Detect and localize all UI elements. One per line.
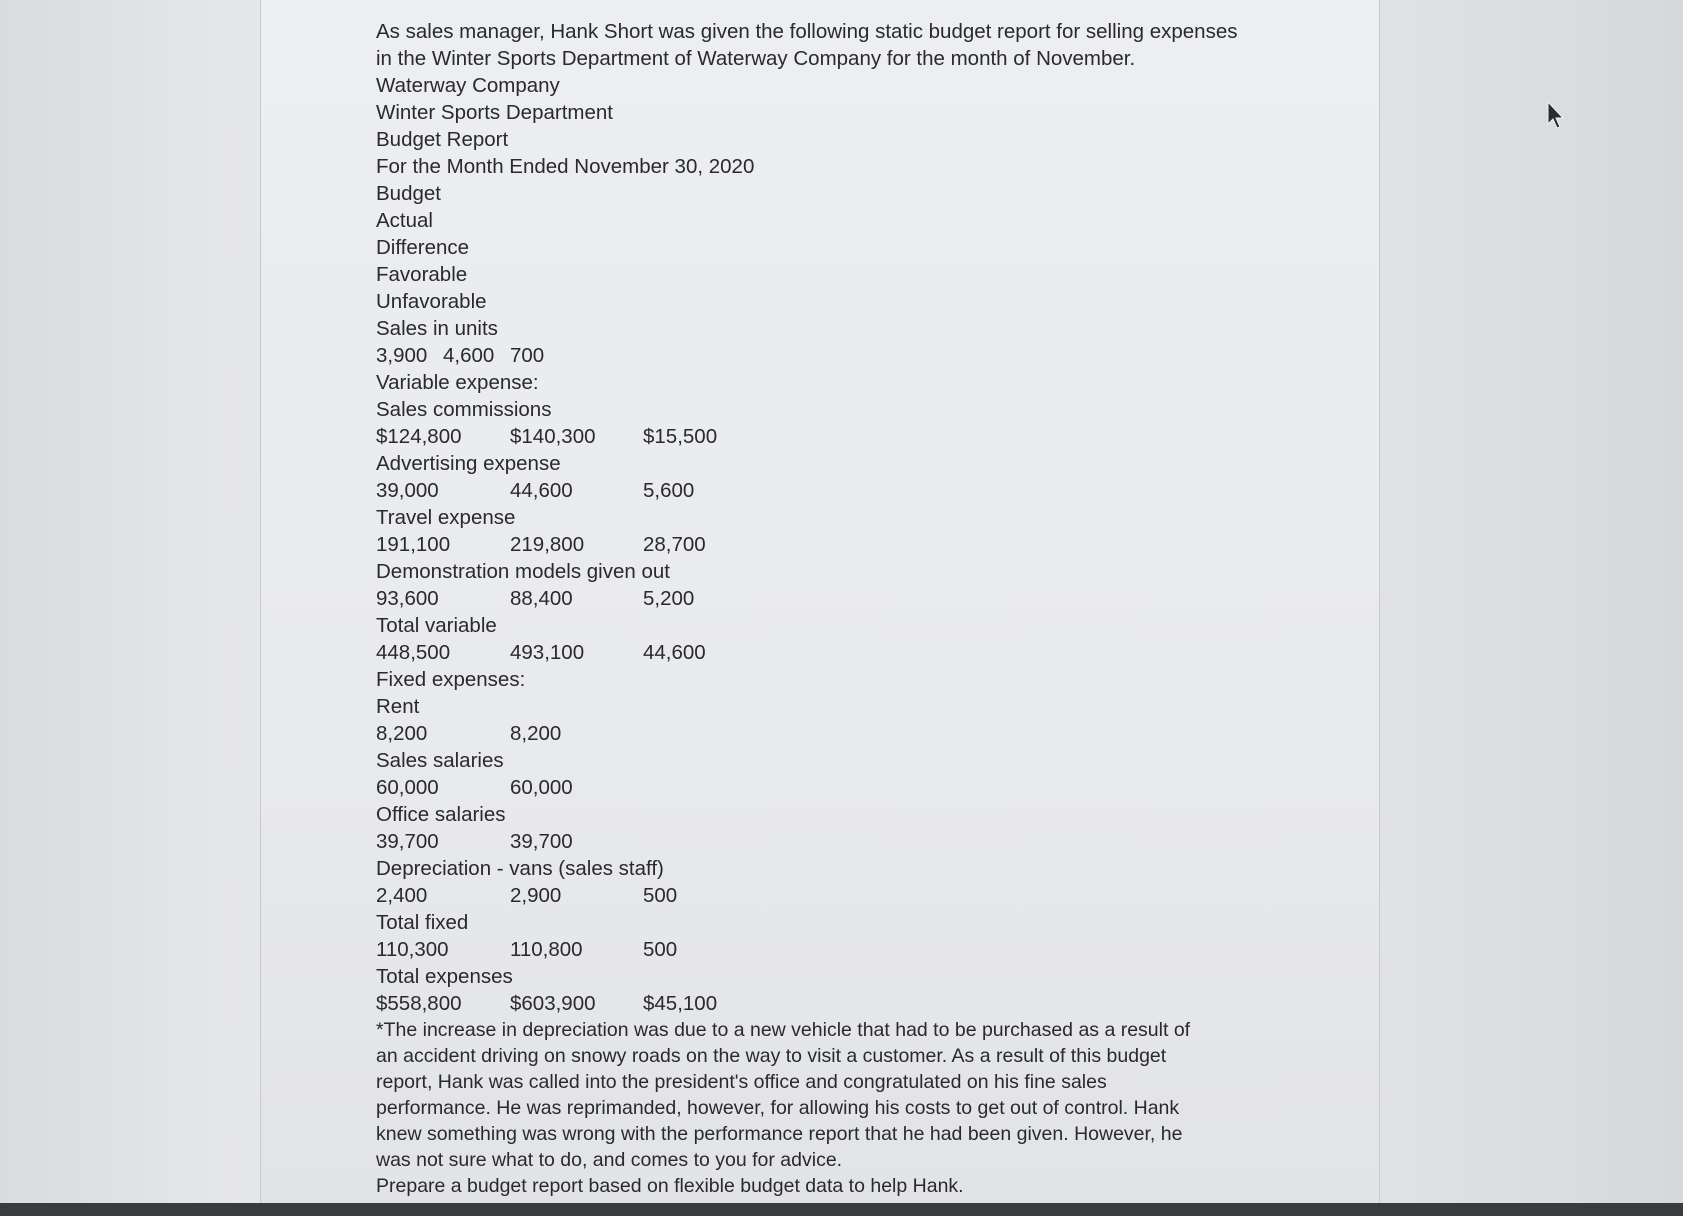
- instruction-line: Prepare a budget report based on flexible budget data to help Hank.: [376, 1175, 964, 1197]
- column-header-actual: Actual: [376, 209, 433, 232]
- difference-value: 700: [510, 344, 545, 367]
- item-values: [376, 585, 1276, 612]
- actual-value: 110,800: [510, 938, 583, 961]
- column-header-budget: Budget: [376, 182, 441, 205]
- mouse-pointer-icon: [1546, 100, 1566, 130]
- difference-value: [643, 774, 763, 801]
- item-values: [376, 477, 1276, 504]
- item-values: [376, 720, 1276, 747]
- actual-value: 44,600: [510, 479, 573, 502]
- budget-value: $124,800: [376, 425, 462, 448]
- item-label: Rent: [376, 695, 420, 718]
- item-label: Sales salaries: [376, 749, 504, 772]
- difference-value: [643, 828, 763, 855]
- problem-text: [376, 18, 1276, 1199]
- budget-value: $558,800: [376, 992, 462, 1015]
- budget-value: 3,900: [376, 344, 428, 367]
- item-label: Travel expense: [376, 506, 516, 529]
- intro-line: in the Winter Sports Department of Waterway Company for the month of November.: [376, 47, 1136, 70]
- company-name: Waterway Company: [376, 74, 560, 97]
- difference-value: 44,600: [643, 641, 706, 664]
- budget-value: 448,500: [376, 641, 451, 664]
- difference-value: [643, 720, 763, 747]
- column-header-favorable: Favorable: [376, 263, 468, 286]
- actual-value: 2,900: [510, 884, 562, 907]
- footnote-line: was not sure what to do, and comes to you for advice.: [376, 1149, 843, 1171]
- actual-value: 219,800: [510, 533, 585, 556]
- difference-value: $15,500: [643, 425, 718, 448]
- actual-value: 60,000: [510, 776, 573, 799]
- difference-value: $45,100: [643, 992, 718, 1015]
- item-label: Total expenses: [376, 965, 513, 988]
- item-values: [376, 774, 1276, 801]
- budget-value: 39,000: [376, 479, 439, 502]
- sales-units-label: Sales in units: [376, 317, 498, 340]
- actual-value: 88,400: [510, 587, 573, 610]
- department-name: Winter Sports Department: [376, 101, 613, 124]
- item-label: Office salaries: [376, 803, 506, 826]
- difference-value: 28,700: [643, 533, 706, 556]
- intro-line: As sales manager, Hank Short was given the following static budget report for selling expenses: [376, 20, 1238, 43]
- column-header-difference: Difference: [376, 236, 470, 259]
- footnote-line: *The increase in depreciation was due to a new vehicle that had to be purchased as a result of: [376, 1019, 1191, 1041]
- item-label: Depreciation - vans (sales staff): [376, 857, 664, 880]
- budget-value: 8,200: [376, 722, 428, 745]
- item-label: Advertising expense: [376, 452, 561, 475]
- footnote-line: report, Hank was called into the president's office and congratulated on his fine sales: [376, 1071, 1107, 1093]
- difference-value: 500: [643, 884, 678, 907]
- item-label: Total variable: [376, 614, 497, 637]
- difference-value: 5,600: [643, 479, 695, 502]
- difference-value: 500: [643, 938, 678, 961]
- actual-value: 4,600: [443, 344, 495, 367]
- actual-value: $140,300: [510, 425, 596, 448]
- footnote-line: knew something was wrong with the performance report that he had been given. However, he: [376, 1123, 1183, 1145]
- budget-value: 60,000: [376, 776, 439, 799]
- screen-bottom-edge: [0, 1203, 1683, 1216]
- budget-value: 39,700: [376, 830, 439, 853]
- item-values: [376, 828, 1276, 855]
- item-values: [376, 531, 1276, 558]
- variable-heading: Variable expense:: [376, 371, 539, 394]
- footnote-paragraph: [376, 1017, 1226, 1199]
- difference-value: 5,200: [643, 587, 695, 610]
- report-period: For the Month Ended November 30, 2020: [376, 155, 755, 178]
- item-values: [376, 639, 1276, 666]
- item-values: [376, 990, 1276, 1017]
- item-label: Sales commissions: [376, 398, 552, 421]
- actual-value: 8,200: [510, 722, 562, 745]
- budget-value: 110,300: [376, 938, 449, 961]
- budget-value: 93,600: [376, 587, 439, 610]
- item-values: [376, 423, 1276, 450]
- footnote-line: performance. He was reprimanded, however, for allowing his costs to get out of control. Hank: [376, 1097, 1180, 1119]
- actual-value: 39,700: [510, 830, 573, 853]
- fixed-heading: Fixed expenses:: [376, 668, 526, 691]
- budget-value: 191,100: [376, 533, 451, 556]
- actual-value: $603,900: [510, 992, 596, 1015]
- column-header-unfavorable: Unfavorable: [376, 290, 487, 313]
- footnote-line: an accident driving on snowy roads on the way to visit a customer. As a result of this budget: [376, 1045, 1167, 1067]
- budget-value: 2,400: [376, 884, 428, 907]
- actual-value: 493,100: [510, 641, 585, 664]
- item-label: Total fixed: [376, 911, 469, 934]
- item-values: [376, 882, 1276, 909]
- item-label: Demonstration models given out: [376, 560, 670, 583]
- report-title: Budget Report: [376, 128, 509, 151]
- sales-units-values: [376, 342, 1276, 369]
- item-values: [376, 936, 1276, 963]
